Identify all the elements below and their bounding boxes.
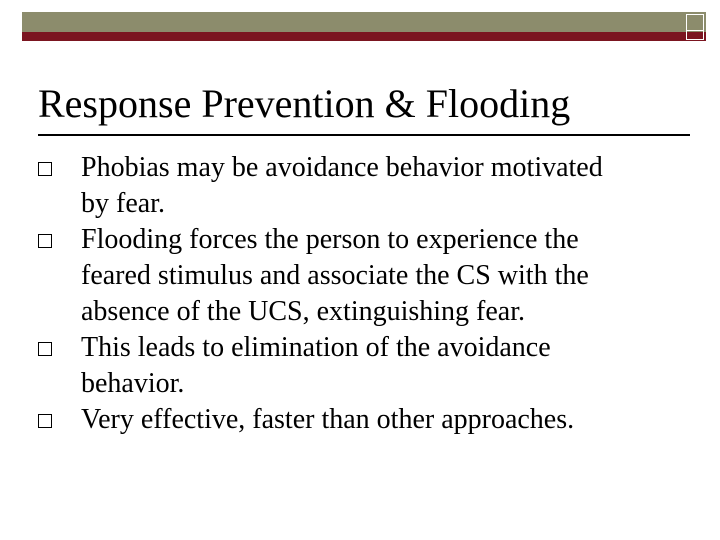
- bullet-item: [38, 150, 698, 222]
- header-band-olive: [22, 12, 706, 32]
- bullet-line: feared stimulus and associate the CS with the: [81, 260, 589, 291]
- bullet-item: [38, 222, 698, 330]
- slide-title: Response Prevention & Flooding: [38, 81, 571, 126]
- bullet-line: behavior.: [81, 368, 185, 399]
- bullet-line: by fear.: [81, 188, 165, 219]
- bullet-line: This leads to elimination of the avoidance: [81, 332, 551, 363]
- hollow-square-bullet-icon: [38, 234, 52, 248]
- hollow-square-bullet-icon: [38, 414, 52, 428]
- hollow-square-bullet-icon: [38, 342, 52, 356]
- bullet-line: Flooding forces the person to experience the: [81, 224, 579, 255]
- bullet-item: [38, 330, 698, 402]
- title-underline: [38, 134, 690, 136]
- bullet-line: Phobias may be avoidance behavior motivated: [81, 152, 603, 183]
- bullet-list: [38, 150, 698, 438]
- bullet-item: [38, 402, 698, 438]
- header-band-maroon: [22, 32, 706, 41]
- bullet-line: absence of the UCS, extinguishing fear.: [81, 296, 526, 327]
- header-square-icon: [686, 14, 704, 40]
- hollow-square-bullet-icon: [38, 162, 52, 176]
- header-square-divider: [686, 30, 704, 31]
- bullet-line: Very effective, faster than other approaches.: [81, 404, 575, 435]
